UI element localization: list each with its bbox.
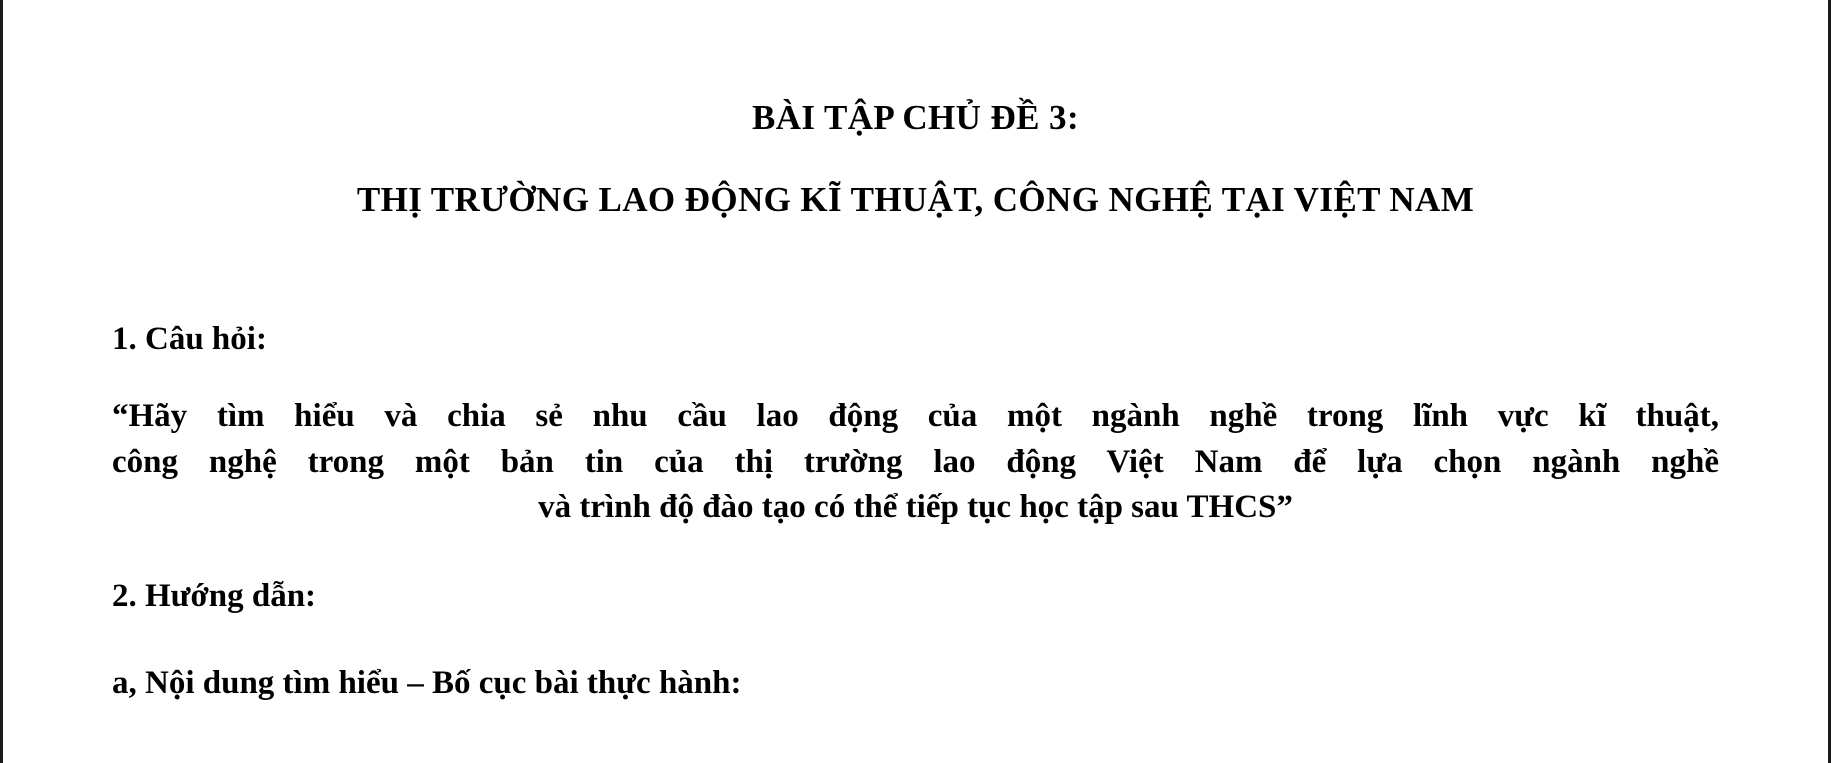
question-quote [112,394,1719,531]
section-heading-question: 1. Câu hỏi: [112,320,267,357]
question-quote-line-3: và trình độ đào tạo có thể tiếp tục học tập sau THCS” [538,489,1293,526]
section-heading-guide: 2. Hướng dẫn: [112,577,317,614]
question-quote-line-2: công nghệ trong một bản tin của thị trường lao động Việt Nam để lựa chọn ngành nghề [112,443,1719,480]
document-title-line-2: THỊ TRƯỜNG LAO ĐỘNG KĨ THUẬT, CÔNG NGHỆ TẠI VIỆT NAM [356,179,1475,219]
question-quote-line-1: “Hãy tìm hiểu và chia sẻ nhu cầu lao động của một ngành nghề trong lĩnh vực kĩ thuật, [112,398,1719,435]
document-title-line-1: BÀI TẬP CHỦ ĐỀ 3: [751,98,1080,137]
subsection-heading-content-structure: a, Nội dung tìm hiểu – Bố cục bài thực hành: [112,664,742,701]
